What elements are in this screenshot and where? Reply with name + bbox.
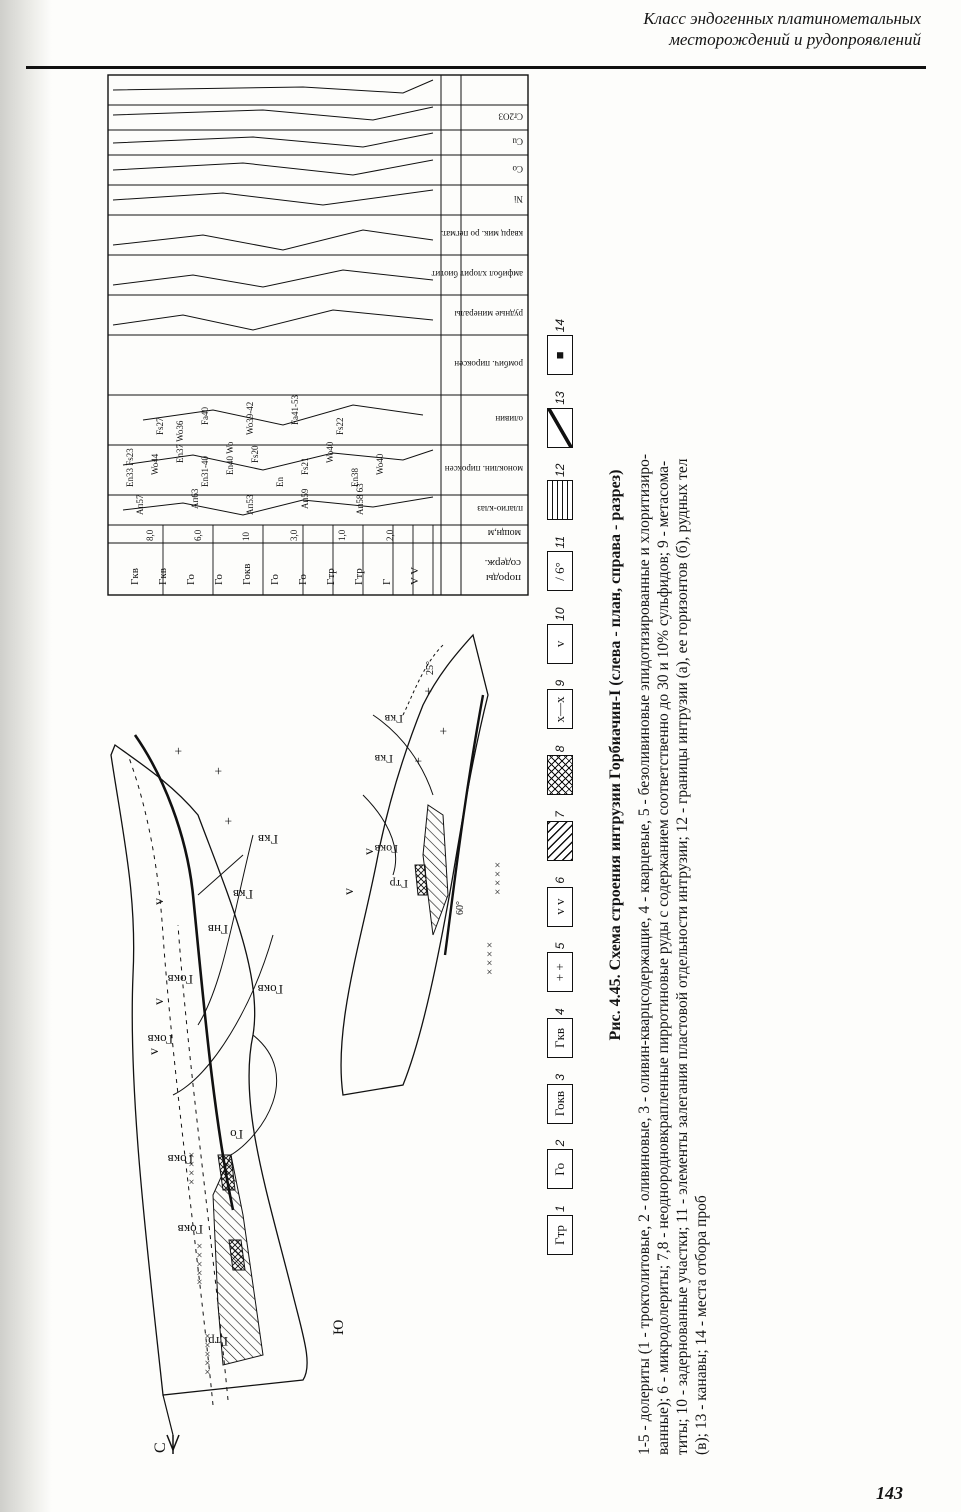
legend-number: 6 bbox=[553, 876, 567, 884]
legend-swatch: Гкв bbox=[547, 1018, 573, 1058]
section-composition-label: Fa40 bbox=[200, 407, 210, 425]
legend-item-2 bbox=[547, 1140, 573, 1190]
section-thickness-value: 3,0 bbox=[289, 529, 299, 541]
section-composition-label: Wo40 bbox=[325, 441, 335, 463]
map-label-gokv-6: Гокв bbox=[374, 842, 398, 856]
legend-item-6 bbox=[547, 877, 573, 927]
svg-text:+: + bbox=[172, 747, 187, 755]
section-composition-label: Fs21 bbox=[300, 457, 310, 475]
legend-item-11 bbox=[547, 536, 573, 591]
svg-text:v: v bbox=[362, 848, 377, 855]
section-rock-label: V V bbox=[409, 566, 421, 585]
section-col-title: Cu bbox=[512, 136, 523, 147]
section-rock-label: Го bbox=[297, 574, 309, 585]
section-composition-label: Fs27 bbox=[155, 417, 165, 435]
section-composition-label: En37 Wo36 bbox=[175, 420, 185, 463]
section-composition-label: Fs20 bbox=[250, 445, 260, 463]
map-symbols bbox=[147, 687, 452, 1055]
legend-swatch: Гтр bbox=[547, 1215, 573, 1255]
legend-swatch: v v bbox=[547, 887, 573, 927]
section-composition-label: En31-40 bbox=[200, 456, 210, 487]
svg-text:+: + bbox=[212, 767, 227, 775]
legend-item-9 bbox=[547, 680, 573, 730]
legend bbox=[540, 105, 580, 1255]
section-composition-label: En38 bbox=[350, 468, 360, 487]
section-rock-label: Гкв bbox=[157, 568, 169, 585]
section-rock-label: Го bbox=[185, 574, 197, 585]
legend-swatch: / 6° bbox=[547, 551, 573, 591]
legend-number: 7 bbox=[553, 811, 567, 818]
section-col-title: рудные минералы bbox=[454, 309, 523, 319]
caption-line: (в); 13 - канавы; 14 - места отбора проб bbox=[693, 1195, 710, 1455]
section-composition-label: Wo40 bbox=[375, 453, 385, 475]
legend-swatch bbox=[547, 755, 573, 795]
section-thickness-value: 6,0 bbox=[193, 529, 203, 541]
svg-text:v: v bbox=[342, 888, 357, 895]
svg-text:+: + bbox=[437, 727, 452, 735]
map-label-gtr-1: Гтр bbox=[208, 1334, 228, 1349]
geological-map-plan bbox=[111, 635, 504, 1454]
svg-text:v: v bbox=[152, 998, 167, 1005]
svg-text:× × × ×: × × × × bbox=[484, 941, 496, 975]
map-label-gokv-4: Гокв bbox=[167, 972, 193, 987]
metasomatite-band bbox=[128, 755, 213, 1405]
legend-number: 10 bbox=[553, 607, 567, 621]
section-composition-label: Wo44 bbox=[150, 453, 160, 475]
legend-swatch: Гокв bbox=[547, 1084, 573, 1124]
legend-number: 3 bbox=[553, 1073, 567, 1081]
section-composition-label: Ап53 bbox=[245, 494, 255, 515]
map-label-gkv-3: Гкв bbox=[374, 752, 393, 766]
section-header-rocks2: содерж. bbox=[484, 557, 521, 569]
legend-swatch: ■ bbox=[547, 335, 573, 375]
section-col-title: амфибол хлорит биотит bbox=[431, 269, 523, 279]
section-rock-label: Го bbox=[213, 574, 225, 585]
section-rock-label: Г bbox=[381, 578, 393, 585]
legend-item-8 bbox=[547, 746, 573, 796]
section-rock-label: Гтр bbox=[325, 568, 337, 585]
map-label-gtr-2: Гтр bbox=[389, 877, 408, 891]
section-col-title: кварц мик. ро пегмат. bbox=[441, 229, 523, 239]
section-col-title: Ni bbox=[514, 194, 523, 204]
page-number: 143 bbox=[876, 1483, 903, 1503]
svg-text:+: + bbox=[412, 757, 427, 765]
caption-line: 1-5 - долериты (1 - троктолитовые, 2 - оливиновые, 3 - оливин-кварцсодержащие, 4 - кварцевые, 5 - безоливиновые эпидотизированные и хлоритизиро- bbox=[636, 453, 653, 1455]
section-col-title: оливин bbox=[495, 414, 523, 424]
section-thickness-value: 1,0 bbox=[337, 529, 347, 541]
figure bbox=[103, 55, 603, 1455]
legend-number: 8 bbox=[553, 745, 567, 753]
legend-item-13 bbox=[547, 391, 573, 447]
legend-number: 13 bbox=[553, 391, 567, 405]
ore-zone-lower bbox=[423, 805, 448, 935]
rotated-figure-page bbox=[103, 55, 803, 1455]
map-label-south: Ю bbox=[331, 1319, 347, 1335]
section-rock-label: Гокв bbox=[241, 563, 253, 585]
running-head-line-1: Класс эндогенных платинометальных bbox=[643, 9, 921, 28]
scan-shadow bbox=[0, 0, 52, 1512]
map-label-north: С bbox=[152, 1442, 169, 1453]
running-head bbox=[461, 8, 921, 50]
svg-text:× × × ×: × × × × bbox=[186, 1151, 198, 1185]
section-col-title: плагио-клаз bbox=[477, 504, 523, 514]
section-composition-label: Ап59 bbox=[300, 488, 310, 509]
legend-number: 2 bbox=[553, 1139, 567, 1147]
legend-swatch bbox=[547, 408, 573, 448]
map-label-dip-1: 60° bbox=[455, 901, 466, 915]
legend-swatch: + + bbox=[547, 952, 573, 992]
legend-item-10 bbox=[547, 607, 573, 663]
map-label-gokv-3: Гокв bbox=[147, 1032, 173, 1047]
legend-item-5 bbox=[547, 943, 573, 993]
map-label-gkv-4: Гкв bbox=[384, 712, 403, 726]
section-composition-label: En40 Wo bbox=[225, 441, 235, 475]
legend-number: 4 bbox=[553, 1008, 567, 1015]
map-label-gnv: Гнв bbox=[207, 922, 228, 937]
caption-line: ванные); 6 - микродолериты; 7,8 - неоднородновкрапленные пирротиновые руды с содержанием соответственно до 30 и 10% сульфидов; 9 - метасома- bbox=[655, 460, 672, 1455]
section-composition-label: Ап58 63 bbox=[355, 483, 365, 515]
section-composition-label: Fa41-53 bbox=[290, 395, 300, 425]
svg-text:+: + bbox=[422, 687, 437, 695]
section-thickness-value: 2,0 bbox=[385, 529, 395, 541]
legend-number: 14 bbox=[553, 318, 567, 333]
map-label-gkv-1: Гкв bbox=[233, 887, 253, 902]
legend-swatch: Го bbox=[547, 1149, 573, 1189]
legend-number: 5 bbox=[553, 942, 567, 950]
section-composition-label: Fs22 bbox=[335, 417, 345, 435]
map-label-gokv-2: Гокв bbox=[167, 1152, 193, 1167]
figure-title: Рис. 4.45. Схема строения интрузии Горбиачин-I (слева - план, справа - разрез) bbox=[607, 469, 624, 1041]
section-composition-label: Ап63 bbox=[190, 488, 200, 509]
legend-number: 12 bbox=[553, 463, 567, 477]
legend-item-1 bbox=[547, 1205, 573, 1255]
legend-swatch bbox=[547, 821, 573, 861]
running-head-line-2: месторождений и рудопроявлений bbox=[669, 30, 921, 49]
svg-text:+: + bbox=[222, 817, 237, 825]
legend-number: 1 bbox=[553, 1205, 567, 1212]
section-header-rocks: породы bbox=[485, 572, 521, 584]
section-col-title: Co bbox=[512, 164, 523, 174]
legend-number: 9 bbox=[553, 679, 567, 687]
section-col-title: моноклин. пироксен bbox=[444, 464, 523, 474]
svg-text:× × × ×: × × × × bbox=[492, 861, 504, 895]
legend-item-7 bbox=[547, 811, 573, 861]
section-rock-label: Гтр bbox=[353, 568, 365, 585]
section-thickness-value: 8,0 bbox=[145, 529, 155, 541]
section-composition-label: Ап57 bbox=[135, 494, 145, 515]
legend-swatch bbox=[547, 480, 573, 520]
legend-swatch: x—x bbox=[547, 690, 573, 730]
section-composition-label: En33 Fs23 bbox=[125, 448, 135, 487]
section-header-thickness: мощн,м bbox=[487, 527, 521, 538]
map-label-gkv-2: Гкв bbox=[258, 832, 278, 847]
legend-item-3 bbox=[547, 1074, 573, 1124]
section-col-title: ромбич. пироксен bbox=[454, 359, 523, 369]
legend-item-4 bbox=[547, 1008, 573, 1058]
section-rock-label: Гкв bbox=[129, 568, 141, 585]
legend-item-14 bbox=[547, 319, 573, 375]
map-label-gokv-1: Гокв bbox=[177, 1222, 203, 1237]
map-label-go-1: Го bbox=[230, 1127, 243, 1142]
stratigraphic-section bbox=[108, 75, 528, 595]
legend-item-12 bbox=[547, 464, 573, 520]
svg-text:× × × × ×: × × × × × bbox=[194, 1242, 206, 1285]
legend-number: 11 bbox=[553, 535, 567, 549]
svg-text:v: v bbox=[147, 1048, 162, 1055]
section-composition-label: En bbox=[275, 477, 285, 487]
section-thickness-value: 10 bbox=[241, 532, 251, 541]
section-composition-label: Wo39-42 bbox=[245, 401, 255, 435]
svg-text:× × × × ×: × × × × × bbox=[202, 1332, 214, 1375]
section-rock-label: Го bbox=[269, 574, 281, 585]
svg-text:v: v bbox=[152, 898, 167, 905]
legend-swatch: v bbox=[547, 624, 573, 664]
caption-line: титы; 10 - задернованные участки; 11 - элементы залегания пластовой отдельности интрузии; 12 - границы интрузии (а), ее горизонтов (б), рудных тел bbox=[674, 458, 691, 1455]
figure-caption bbox=[635, 95, 711, 1455]
section-col-title: Cr2O3 bbox=[498, 111, 523, 122]
map-label-dip-2: 25° bbox=[425, 661, 436, 675]
map-label-gokv-5: Гокв bbox=[257, 982, 283, 997]
